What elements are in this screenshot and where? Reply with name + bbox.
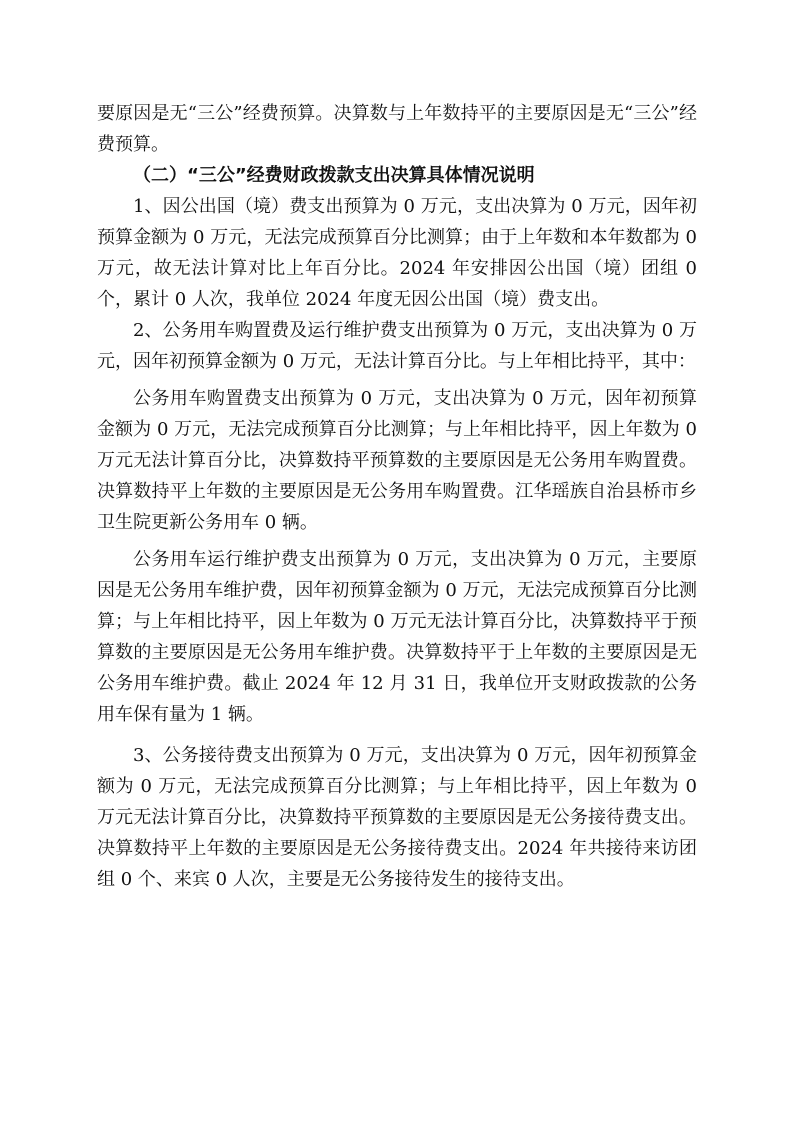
paragraph-overseas-travel: 1、因公出国（境）费支出预算为 0 万元，支出决算为 0 万元，因年初预算金额为 0 万元，无法完成预算百分比测算；由于上年数和本年数都为 0 万元，故无法计算对比上年百分比。2024 年安排因公出国（境）团组 0 个，累计 0 人次，我单位 2024 年度无因公出国（境）费支出。	[97, 196, 697, 310]
paragraph-vehicle-purchase: 公务用车购置费支出预算为 0 万元，支出决算为 0 万元，因年初预算金额为 0 万元，无法完成预算百分比测算；与上年相比持平，因上年数为 0 万元无法计算百分比，决算数持平预算数的主要原因是无公务用车购置费。决算数持平上年数的主要原因是无公务用车购置费。江华瑶族自治县桥市乡卫生院更新公务用车 0 辆。	[97, 388, 697, 533]
section-heading: （二）“三公”经费财政拨款支出决算具体情况说明	[133, 165, 535, 186]
continuation-paragraph: 要原因是无“三公”经费预算。决算数与上年数持平的主要原因是无“三公”经费预算。	[97, 103, 697, 155]
paragraph-vehicle-summary: 2、公务用车购置费及运行维护费支出预算为 0 万元，支出决算为 0 万元，因年初预算金额为 0 万元，无法计算百分比。与上年相比持平，其中：	[97, 320, 697, 372]
paragraph-official-reception: 3、公务接待费支出预算为 0 万元，支出决算为 0 万元，因年初预算金额为 0 万元，无法完成预算百分比测算；与上年相比持平，因上年数为 0 万元无法计算百分比，决算数持平预算数的主要原因是无公务接待费支出。决算数持平上年数的主要原因是无公务接待费支出。2024 年共接待来访团组 0 个、来宾 0 人次，主要是无公务接待发生的接待支出。	[97, 745, 697, 890]
document-body	[97, 98, 697, 895]
paragraph-vehicle-maintenance: 公务用车运行维护费支出预算为 0 万元，支出决算为 0 万元，主要原因是无公务用车维护费，因年初预算金额为 0 万元，无法完成预算百分比测算；与上年相比持平，因上年数为 0 万元无法计算百分比，决算数持平于预算数的主要原因是无公务用车维护费。决算数持平于上年数的主要原因是无公务用车维护费。截止 2024 年 12 月 31 日，我单位开支财政拨款的公务用车保有量为 1 辆。	[97, 549, 697, 725]
